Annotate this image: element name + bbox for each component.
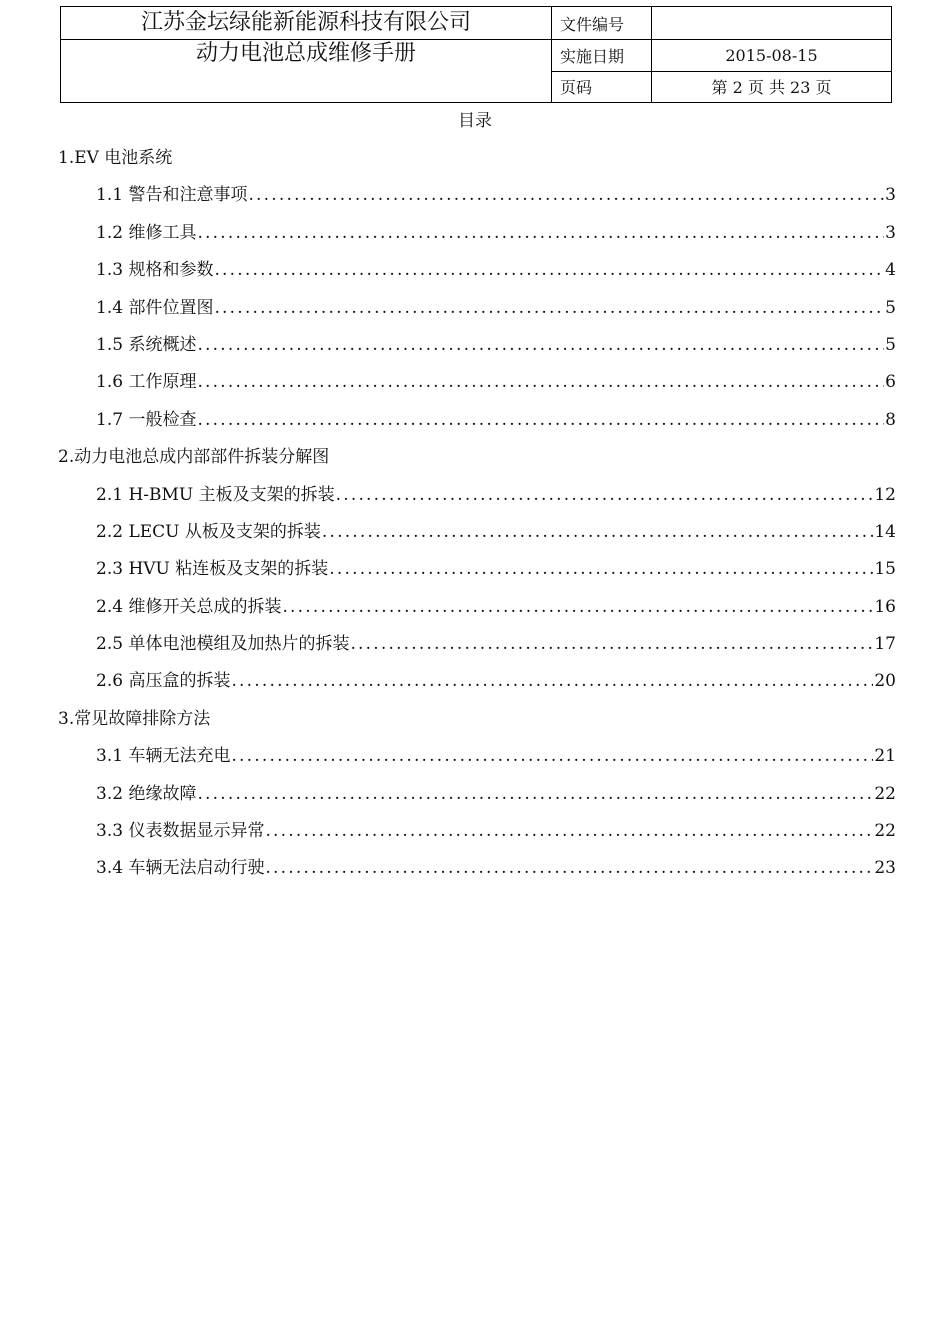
toc-entry-page: 20 (874, 671, 896, 692)
toc-entry-page: 14 (874, 521, 896, 542)
page-number-label: 页码 (552, 71, 652, 103)
toc-leader-dots (214, 258, 884, 282)
toc-entry-label: 2.1 H-BMU 主板及支架的拆装 (96, 484, 335, 505)
toc-leader-dots (322, 520, 873, 544)
toc-leader-dots (265, 819, 873, 843)
toc-entry-label: 1.3 规格和参数 (96, 260, 214, 281)
toc-entry[interactable] (0, 557, 896, 594)
toc-entry-label: 1.6 工作原理 (96, 372, 197, 393)
toc-entry-label: 1.1 警告和注意事项 (96, 185, 248, 206)
toc-entry[interactable] (0, 183, 896, 220)
document-header-table (60, 6, 892, 103)
toc-entry[interactable] (0, 669, 896, 706)
toc-leader-dots (282, 595, 873, 619)
toc-entry-label: 2.4 维修开关总成的拆装 (96, 596, 282, 617)
toc-entry[interactable] (0, 483, 896, 520)
toc-entry-page: 5 (885, 334, 896, 355)
toc-entry-page: 21 (874, 746, 896, 767)
toc-leader-dots (265, 856, 873, 880)
toc-title: 目录 (458, 111, 492, 131)
toc-entry[interactable] (0, 221, 896, 258)
toc-entry-page: 23 (874, 858, 896, 879)
toc-leader-dots (248, 183, 884, 207)
manual-title: 动力电池总成维修手册 (61, 40, 552, 103)
toc-entry-label: 2.6 高压盒的拆装 (96, 671, 231, 692)
toc-entry-page: 15 (874, 559, 896, 580)
toc-entry[interactable] (0, 782, 896, 819)
toc-entry[interactable] (0, 632, 896, 669)
toc-entry[interactable] (0, 408, 896, 445)
toc-entry-label: 3.2 绝缘故障 (96, 783, 197, 804)
toc-leader-dots (197, 370, 884, 394)
toc-leader-dots (197, 782, 873, 806)
toc-entry[interactable] (0, 333, 896, 370)
toc-entry-page: 17 (874, 634, 896, 655)
toc-entry-page: 8 (885, 409, 896, 430)
effective-date-value: 2015-08-15 (652, 40, 892, 72)
toc-entry[interactable] (0, 296, 896, 333)
toc-entry-label: 1.7 一般检查 (96, 409, 197, 430)
toc-leader-dots (197, 408, 884, 432)
toc-entry[interactable] (0, 595, 896, 632)
toc-entry-label: 1.4 部件位置图 (96, 297, 214, 318)
table-of-contents (0, 146, 950, 894)
toc-entry-label: 3.3 仪表数据显示异常 (96, 821, 265, 842)
toc-section-heading[interactable]: 3.常见故障排除方法 (58, 708, 211, 729)
toc-leader-dots (214, 296, 884, 320)
doc-number-label: 文件编号 (552, 7, 652, 40)
toc-leader-dots (336, 483, 874, 507)
company-name: 江苏金坛绿能新能源科技有限公司 (61, 7, 552, 40)
toc-leader-dots (350, 632, 873, 656)
toc-entry-page: 22 (874, 821, 896, 842)
toc-entry-label: 3.1 车辆无法充电 (96, 746, 231, 767)
page-number-value: 第 2 页 共 23 页 (652, 71, 892, 103)
toc-leader-dots (197, 333, 884, 357)
toc-entry-page: 16 (874, 596, 896, 617)
toc-entry-page: 3 (885, 185, 896, 206)
toc-entry-page: 6 (885, 372, 896, 393)
toc-leader-dots (197, 221, 884, 245)
toc-entry[interactable] (0, 744, 896, 781)
toc-leader-dots (231, 669, 873, 693)
toc-entry-label: 2.3 HVU 粘连板及支架的拆装 (96, 559, 329, 580)
toc-entry-label: 1.5 系统概述 (96, 334, 197, 355)
toc-entry-page: 4 (885, 260, 896, 281)
doc-number-value (652, 7, 892, 40)
toc-entry[interactable] (0, 520, 896, 557)
toc-entry-label: 2.2 LECU 从板及支架的拆装 (96, 521, 321, 542)
toc-entry-label: 2.5 单体电池模组及加热片的拆装 (96, 634, 350, 655)
toc-section-heading[interactable]: 1.EV 电池系统 (58, 148, 173, 168)
toc-entry-label: 3.4 车辆无法启动行驶 (96, 858, 265, 879)
toc-entry-page: 5 (885, 297, 896, 318)
toc-entry[interactable] (0, 819, 896, 856)
toc-entry[interactable] (0, 258, 896, 295)
toc-entry-page: 12 (874, 484, 896, 505)
toc-section-heading[interactable]: 2.动力电池总成内部部件拆装分解图 (58, 447, 330, 468)
toc-entry-page: 22 (874, 783, 896, 804)
toc-entry-page: 3 (885, 222, 896, 243)
toc-leader-dots (231, 744, 873, 768)
toc-entry[interactable] (0, 370, 896, 407)
toc-entry[interactable] (0, 856, 896, 893)
toc-entry-label: 1.2 维修工具 (96, 222, 197, 243)
toc-leader-dots (329, 557, 873, 581)
effective-date-label: 实施日期 (552, 40, 652, 72)
